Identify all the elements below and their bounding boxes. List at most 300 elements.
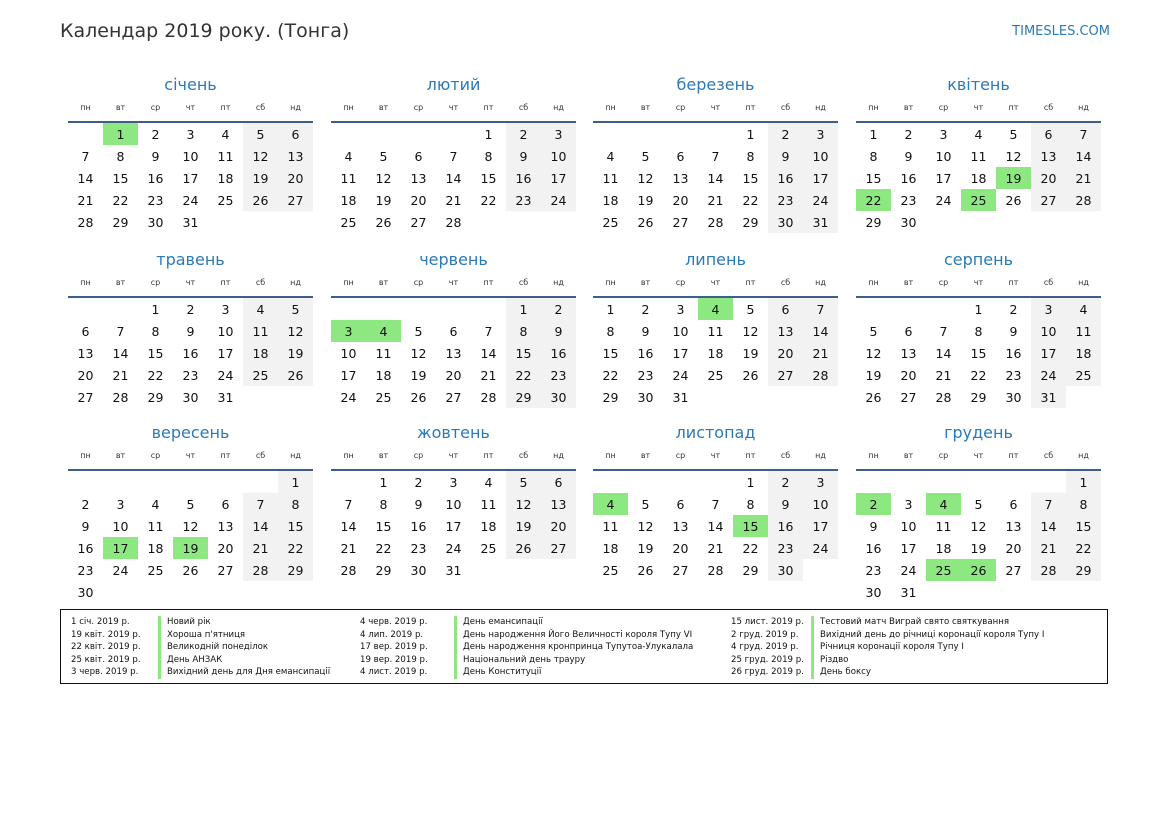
day-cell[interactable]: 20 <box>1031 167 1066 189</box>
day-cell[interactable]: 30 <box>900 214 917 230</box>
day-cell[interactable]: 23 <box>506 189 541 211</box>
day-cell[interactable]: 7 <box>711 148 720 164</box>
day-cell[interactable]: 7 <box>939 323 948 339</box>
day-cell[interactable]: 15 <box>375 518 392 534</box>
day-cell[interactable]: 18 <box>340 192 357 208</box>
day-cell[interactable]: 15 <box>278 515 313 537</box>
day-cell[interactable]: 10 <box>541 145 576 167</box>
day-cell[interactable]: 7 <box>243 493 278 515</box>
day-cell[interactable]: 2 <box>641 301 650 317</box>
day-cell[interactable]: 31 <box>672 389 689 405</box>
day-cell[interactable]: 12 <box>278 320 313 342</box>
day-cell[interactable]: 14 <box>77 170 94 186</box>
day-cell[interactable]: 6 <box>676 148 685 164</box>
day-cell[interactable]: 16 <box>768 167 803 189</box>
day-cell[interactable]: 28 <box>77 214 94 230</box>
day-cell[interactable]: 26 <box>865 389 882 405</box>
day-cell[interactable]: 25 <box>1066 364 1101 386</box>
day-cell[interactable]: 27 <box>541 537 576 559</box>
day-cell[interactable]: 18 <box>217 170 234 186</box>
day-cell[interactable]: 12 <box>637 170 654 186</box>
day-cell[interactable]: 5 <box>278 297 313 320</box>
day-cell[interactable]: 14 <box>707 518 724 534</box>
day-cell[interactable]: 8 <box>116 148 125 164</box>
day-cell[interactable]: 5 <box>974 496 983 512</box>
day-cell[interactable]: 10 <box>935 148 952 164</box>
day-cell[interactable]: 12 <box>506 493 541 515</box>
day-cell[interactable]: 21 <box>445 192 462 208</box>
day-cell[interactable]: 16 <box>77 540 94 556</box>
day-cell[interactable]: 11 <box>935 518 952 534</box>
day-cell[interactable]: 3 <box>331 320 366 342</box>
day-cell[interactable]: 7 <box>81 148 90 164</box>
day-cell[interactable]: 26 <box>410 389 427 405</box>
day-cell[interactable]: 8 <box>746 148 755 164</box>
day-cell[interactable]: 11 <box>147 518 164 534</box>
day-cell[interactable]: 5 <box>641 496 650 512</box>
day-cell[interactable]: 22 <box>278 537 313 559</box>
day-cell[interactable]: 2 <box>151 126 160 142</box>
day-cell[interactable]: 25 <box>602 214 619 230</box>
day-cell[interactable]: 23 <box>1005 367 1022 383</box>
day-cell[interactable]: 3 <box>186 126 195 142</box>
day-cell[interactable]: 22 <box>506 364 541 386</box>
day-cell[interactable]: 1 <box>974 301 983 317</box>
day-cell[interactable]: 10 <box>900 518 917 534</box>
day-cell[interactable]: 5 <box>1009 126 1018 142</box>
day-cell[interactable]: 28 <box>707 562 724 578</box>
day-cell[interactable]: 14 <box>243 515 278 537</box>
day-cell[interactable]: 1 <box>151 301 160 317</box>
day-cell[interactable]: 3 <box>803 470 838 493</box>
day-cell[interactable]: 13 <box>278 145 313 167</box>
day-cell[interactable]: 15 <box>112 170 129 186</box>
day-cell[interactable]: 28 <box>445 214 462 230</box>
day-cell[interactable]: 24 <box>112 562 129 578</box>
day-cell[interactable]: 8 <box>379 496 388 512</box>
day-cell[interactable]: 15 <box>1066 515 1101 537</box>
day-cell[interactable]: 28 <box>1031 559 1066 581</box>
day-cell[interactable]: 11 <box>480 496 497 512</box>
day-cell[interactable]: 15 <box>506 342 541 364</box>
day-cell[interactable]: 2 <box>81 496 90 512</box>
day-cell[interactable]: 13 <box>77 345 94 361</box>
day-cell[interactable]: 2 <box>768 122 803 145</box>
day-cell[interactable]: 18 <box>970 170 987 186</box>
day-cell[interactable]: 9 <box>541 320 576 342</box>
day-cell[interactable]: 27 <box>672 214 689 230</box>
day-cell[interactable]: 14 <box>445 170 462 186</box>
day-cell[interactable]: 25 <box>340 214 357 230</box>
day-cell[interactable]: 9 <box>869 518 878 534</box>
day-cell[interactable]: 4 <box>243 297 278 320</box>
day-cell[interactable]: 4 <box>593 493 628 515</box>
day-cell[interactable]: 29 <box>865 214 882 230</box>
day-cell[interactable]: 2 <box>506 122 541 145</box>
day-cell[interactable]: 25 <box>602 562 619 578</box>
day-cell[interactable]: 17 <box>182 170 199 186</box>
day-cell[interactable]: 18 <box>935 540 952 556</box>
day-cell[interactable]: 13 <box>1005 518 1022 534</box>
day-cell[interactable]: 11 <box>340 170 357 186</box>
day-cell[interactable]: 22 <box>602 367 619 383</box>
day-cell[interactable]: 23 <box>182 367 199 383</box>
day-cell[interactable]: 17 <box>445 518 462 534</box>
day-cell[interactable]: 20 <box>410 192 427 208</box>
day-cell[interactable]: 23 <box>865 562 882 578</box>
day-cell[interactable]: 4 <box>926 493 961 515</box>
day-cell[interactable]: 14 <box>340 518 357 534</box>
day-cell[interactable]: 21 <box>340 540 357 556</box>
day-cell[interactable]: 19 <box>637 540 654 556</box>
day-cell[interactable]: 4 <box>1066 297 1101 320</box>
day-cell[interactable]: 22 <box>970 367 987 383</box>
day-cell[interactable]: 21 <box>1031 537 1066 559</box>
day-cell[interactable]: 12 <box>1005 148 1022 164</box>
day-cell[interactable]: 7 <box>449 148 458 164</box>
day-cell[interactable]: 30 <box>541 386 576 408</box>
day-cell[interactable]: 27 <box>900 389 917 405</box>
day-cell[interactable]: 13 <box>445 345 462 361</box>
day-cell[interactable]: 14 <box>1066 145 1101 167</box>
day-cell[interactable]: 22 <box>112 192 129 208</box>
day-cell[interactable]: 27 <box>445 389 462 405</box>
day-cell[interactable]: 29 <box>112 214 129 230</box>
day-cell[interactable]: 4 <box>606 148 615 164</box>
day-cell[interactable]: 28 <box>243 559 278 581</box>
day-cell[interactable]: 21 <box>803 342 838 364</box>
day-cell[interactable]: 17 <box>1031 342 1066 364</box>
day-cell[interactable]: 21 <box>707 192 724 208</box>
day-cell[interactable]: 30 <box>865 584 882 600</box>
day-cell[interactable]: 9 <box>151 148 160 164</box>
day-cell[interactable]: 4 <box>366 320 401 342</box>
day-cell[interactable]: 16 <box>147 170 164 186</box>
day-cell[interactable]: 10 <box>803 493 838 515</box>
day-cell[interactable]: 11 <box>970 148 987 164</box>
day-cell[interactable]: 17 <box>541 167 576 189</box>
day-cell[interactable]: 13 <box>541 493 576 515</box>
day-cell[interactable]: 24 <box>340 389 357 405</box>
day-cell[interactable]: 15 <box>742 170 759 186</box>
day-cell[interactable]: 27 <box>410 214 427 230</box>
day-cell[interactable]: 18 <box>480 518 497 534</box>
day-cell[interactable]: 1 <box>103 122 138 145</box>
day-cell[interactable]: 18 <box>375 367 392 383</box>
day-cell[interactable]: 1 <box>278 470 313 493</box>
day-cell[interactable]: 1 <box>484 126 493 142</box>
day-cell[interactable]: 18 <box>1066 342 1101 364</box>
day-cell[interactable]: 22 <box>480 192 497 208</box>
day-cell[interactable]: 21 <box>243 537 278 559</box>
day-cell[interactable]: 3 <box>676 301 685 317</box>
day-cell[interactable]: 9 <box>1009 323 1018 339</box>
day-cell[interactable]: 16 <box>865 540 882 556</box>
day-cell[interactable]: 12 <box>637 518 654 534</box>
day-cell[interactable]: 26 <box>182 562 199 578</box>
day-cell[interactable]: 12 <box>375 170 392 186</box>
day-cell[interactable]: 8 <box>506 320 541 342</box>
day-cell[interactable]: 27 <box>1031 189 1066 211</box>
day-cell[interactable]: 16 <box>900 170 917 186</box>
day-cell[interactable]: 12 <box>865 345 882 361</box>
day-cell[interactable]: 15 <box>865 170 882 186</box>
day-cell[interactable]: 10 <box>803 145 838 167</box>
day-cell[interactable]: 6 <box>1031 122 1066 145</box>
day-cell[interactable]: 8 <box>746 496 755 512</box>
day-cell[interactable]: 8 <box>869 148 878 164</box>
day-cell[interactable]: 25 <box>480 540 497 556</box>
day-cell[interactable]: 28 <box>1066 189 1101 211</box>
day-cell[interactable]: 16 <box>541 342 576 364</box>
day-cell[interactable]: 21 <box>1066 167 1101 189</box>
day-cell[interactable]: 9 <box>506 145 541 167</box>
day-cell[interactable]: 11 <box>243 320 278 342</box>
day-cell[interactable]: 1 <box>746 474 755 490</box>
day-cell[interactable]: 30 <box>768 211 803 233</box>
day-cell[interactable]: 6 <box>449 323 458 339</box>
day-cell[interactable]: 31 <box>445 562 462 578</box>
day-cell[interactable]: 21 <box>935 367 952 383</box>
day-cell[interactable]: 10 <box>672 323 689 339</box>
day-cell[interactable]: 28 <box>707 214 724 230</box>
day-cell[interactable]: 2 <box>541 297 576 320</box>
day-cell[interactable]: 27 <box>77 389 94 405</box>
day-cell[interactable]: 18 <box>147 540 164 556</box>
day-cell[interactable]: 20 <box>672 540 689 556</box>
day-cell[interactable]: 22 <box>147 367 164 383</box>
day-cell[interactable]: 28 <box>803 364 838 386</box>
day-cell[interactable]: 17 <box>900 540 917 556</box>
day-cell[interactable]: 7 <box>803 297 838 320</box>
site-link[interactable]: TIMESLES.COM <box>1012 24 1110 39</box>
day-cell[interactable]: 27 <box>672 562 689 578</box>
day-cell[interactable]: 19 <box>865 367 882 383</box>
day-cell[interactable]: 19 <box>243 167 278 189</box>
day-cell[interactable]: 1 <box>869 126 878 142</box>
day-cell[interactable]: 26 <box>961 559 996 581</box>
day-cell[interactable]: 4 <box>974 126 983 142</box>
day-cell[interactable]: 21 <box>112 367 129 383</box>
day-cell[interactable]: 29 <box>278 559 313 581</box>
day-cell[interactable]: 14 <box>935 345 952 361</box>
day-cell[interactable]: 29 <box>742 214 759 230</box>
day-cell[interactable]: 1 <box>1066 470 1101 493</box>
day-cell[interactable]: 10 <box>217 323 234 339</box>
day-cell[interactable]: 25 <box>926 559 961 581</box>
day-cell[interactable]: 20 <box>217 540 234 556</box>
day-cell[interactable]: 20 <box>672 192 689 208</box>
day-cell[interactable]: 20 <box>77 367 94 383</box>
day-cell[interactable]: 31 <box>217 389 234 405</box>
day-cell[interactable]: 5 <box>243 122 278 145</box>
day-cell[interactable]: 30 <box>182 389 199 405</box>
day-cell[interactable]: 13 <box>672 170 689 186</box>
day-cell[interactable]: 15 <box>602 345 619 361</box>
day-cell[interactable]: 17 <box>217 345 234 361</box>
day-cell[interactable]: 19 <box>996 167 1031 189</box>
day-cell[interactable]: 10 <box>182 148 199 164</box>
day-cell[interactable]: 18 <box>602 540 619 556</box>
day-cell[interactable]: 8 <box>606 323 615 339</box>
day-cell[interactable]: 6 <box>541 470 576 493</box>
day-cell[interactable]: 26 <box>1005 192 1022 208</box>
day-cell[interactable]: 25 <box>217 192 234 208</box>
day-cell[interactable]: 9 <box>768 493 803 515</box>
day-cell[interactable]: 2 <box>768 470 803 493</box>
day-cell[interactable]: 16 <box>506 167 541 189</box>
day-cell[interactable]: 29 <box>375 562 392 578</box>
day-cell[interactable]: 1 <box>606 301 615 317</box>
day-cell[interactable]: 31 <box>182 214 199 230</box>
day-cell[interactable]: 13 <box>217 518 234 534</box>
day-cell[interactable]: 5 <box>414 323 423 339</box>
day-cell[interactable]: 5 <box>186 496 195 512</box>
day-cell[interactable]: 1 <box>379 474 388 490</box>
day-cell[interactable]: 7 <box>711 496 720 512</box>
day-cell[interactable]: 24 <box>803 189 838 211</box>
day-cell[interactable]: 6 <box>278 122 313 145</box>
day-cell[interactable]: 6 <box>768 297 803 320</box>
day-cell[interactable]: 27 <box>1005 562 1022 578</box>
day-cell[interactable]: 20 <box>768 342 803 364</box>
day-cell[interactable]: 11 <box>707 323 724 339</box>
day-cell[interactable]: 17 <box>672 345 689 361</box>
day-cell[interactable]: 30 <box>410 562 427 578</box>
day-cell[interactable]: 12 <box>410 345 427 361</box>
day-cell[interactable]: 23 <box>410 540 427 556</box>
day-cell[interactable]: 7 <box>344 496 353 512</box>
day-cell[interactable]: 16 <box>768 515 803 537</box>
day-cell[interactable]: 2 <box>1009 301 1018 317</box>
day-cell[interactable]: 16 <box>637 345 654 361</box>
day-cell[interactable]: 19 <box>742 345 759 361</box>
day-cell[interactable]: 8 <box>974 323 983 339</box>
day-cell[interactable]: 23 <box>768 537 803 559</box>
day-cell[interactable]: 1 <box>746 126 755 142</box>
day-cell[interactable]: 25 <box>147 562 164 578</box>
day-cell[interactable]: 2 <box>904 126 913 142</box>
day-cell[interactable]: 12 <box>243 145 278 167</box>
day-cell[interactable]: 5 <box>641 148 650 164</box>
day-cell[interactable]: 25 <box>243 364 278 386</box>
day-cell[interactable]: 17 <box>103 537 138 559</box>
day-cell[interactable]: 28 <box>112 389 129 405</box>
day-cell[interactable]: 22 <box>742 192 759 208</box>
day-cell[interactable]: 30 <box>1005 389 1022 405</box>
day-cell[interactable]: 4 <box>221 126 230 142</box>
day-cell[interactable]: 27 <box>278 189 313 211</box>
day-cell[interactable]: 26 <box>637 562 654 578</box>
day-cell[interactable]: 6 <box>221 496 230 512</box>
day-cell[interactable]: 31 <box>1031 386 1066 408</box>
day-cell[interactable]: 11 <box>1066 320 1101 342</box>
day-cell[interactable]: 19 <box>637 192 654 208</box>
day-cell[interactable]: 29 <box>742 562 759 578</box>
day-cell[interactable]: 2 <box>856 493 891 515</box>
day-cell[interactable]: 22 <box>375 540 392 556</box>
day-cell[interactable]: 3 <box>803 122 838 145</box>
day-cell[interactable]: 25 <box>707 367 724 383</box>
day-cell[interactable]: 24 <box>541 189 576 211</box>
day-cell[interactable]: 23 <box>77 562 94 578</box>
day-cell[interactable]: 10 <box>445 496 462 512</box>
day-cell[interactable]: 26 <box>637 214 654 230</box>
day-cell[interactable]: 14 <box>803 320 838 342</box>
day-cell[interactable]: 23 <box>147 192 164 208</box>
day-cell[interactable]: 8 <box>278 493 313 515</box>
day-cell[interactable]: 5 <box>869 323 878 339</box>
day-cell[interactable]: 14 <box>112 345 129 361</box>
day-cell[interactable]: 26 <box>375 214 392 230</box>
day-cell[interactable]: 8 <box>151 323 160 339</box>
day-cell[interactable]: 20 <box>278 167 313 189</box>
day-cell[interactable]: 24 <box>803 537 838 559</box>
day-cell[interactable]: 6 <box>904 323 913 339</box>
day-cell[interactable]: 22 <box>742 540 759 556</box>
day-cell[interactable]: 17 <box>935 170 952 186</box>
day-cell[interactable]: 8 <box>1066 493 1101 515</box>
day-cell[interactable]: 16 <box>410 518 427 534</box>
day-cell[interactable]: 21 <box>707 540 724 556</box>
day-cell[interactable]: 24 <box>900 562 917 578</box>
day-cell[interactable]: 3 <box>904 496 913 512</box>
day-cell[interactable]: 24 <box>1031 364 1066 386</box>
day-cell[interactable]: 24 <box>935 192 952 208</box>
day-cell[interactable]: 3 <box>116 496 125 512</box>
day-cell[interactable]: 10 <box>112 518 129 534</box>
day-cell[interactable]: 19 <box>970 540 987 556</box>
day-cell[interactable]: 4 <box>698 297 733 320</box>
day-cell[interactable]: 26 <box>506 537 541 559</box>
day-cell[interactable]: 30 <box>768 559 803 581</box>
day-cell[interactable]: 22 <box>856 189 891 211</box>
day-cell[interactable]: 3 <box>1031 297 1066 320</box>
day-cell[interactable]: 9 <box>81 518 90 534</box>
day-cell[interactable]: 23 <box>900 192 917 208</box>
day-cell[interactable]: 6 <box>676 496 685 512</box>
day-cell[interactable]: 26 <box>278 364 313 386</box>
day-cell[interactable]: 10 <box>340 345 357 361</box>
day-cell[interactable]: 20 <box>541 515 576 537</box>
day-cell[interactable]: 26 <box>742 367 759 383</box>
day-cell[interactable]: 6 <box>1009 496 1018 512</box>
day-cell[interactable]: 7 <box>484 323 493 339</box>
day-cell[interactable]: 12 <box>970 518 987 534</box>
day-cell[interactable]: 10 <box>1031 320 1066 342</box>
day-cell[interactable]: 9 <box>414 496 423 512</box>
day-cell[interactable]: 4 <box>484 474 493 490</box>
day-cell[interactable]: 3 <box>939 126 948 142</box>
day-cell[interactable]: 21 <box>77 192 94 208</box>
day-cell[interactable]: 29 <box>602 389 619 405</box>
day-cell[interactable]: 18 <box>707 345 724 361</box>
day-cell[interactable]: 19 <box>173 537 208 559</box>
day-cell[interactable]: 9 <box>641 323 650 339</box>
day-cell[interactable]: 30 <box>77 584 94 600</box>
day-cell[interactable]: 14 <box>707 170 724 186</box>
day-cell[interactable]: 14 <box>480 345 497 361</box>
day-cell[interactable]: 11 <box>602 170 619 186</box>
day-cell[interactable]: 5 <box>506 470 541 493</box>
day-cell[interactable]: 17 <box>803 515 838 537</box>
day-cell[interactable]: 9 <box>768 145 803 167</box>
day-cell[interactable]: 13 <box>1031 145 1066 167</box>
day-cell[interactable]: 4 <box>151 496 160 512</box>
day-cell[interactable]: 28 <box>480 389 497 405</box>
day-cell[interactable]: 6 <box>81 323 90 339</box>
day-cell[interactable]: 1 <box>506 297 541 320</box>
